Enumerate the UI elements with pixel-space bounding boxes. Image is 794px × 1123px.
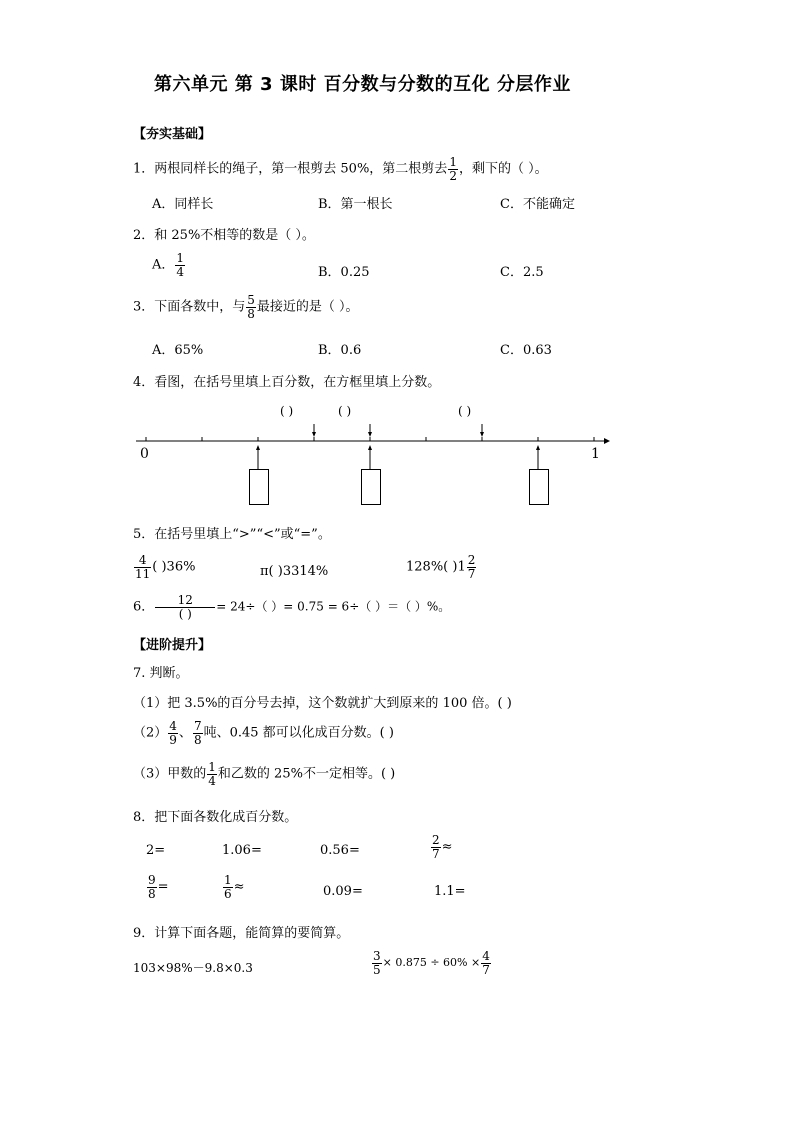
q7-statement-2: （2） $\frac{4}{9}$ 、 $\frac{7}{8}$ 吨、0.45 都可以化成百分数。( ) xyxy=(133,719,394,747)
answer-box-1[interactable] xyxy=(249,469,269,505)
down-arrows xyxy=(314,424,482,435)
q9-expression-1: 103×98%－9.8×0.3 xyxy=(133,961,253,975)
q8-item-7: 0.09= xyxy=(323,884,363,899)
question-8-stem: 8．把下面各数化成百分数。 xyxy=(133,810,298,825)
section-heading-advanced: 【进阶提升】 xyxy=(133,638,212,653)
q8-item-5: $\frac{9}{8}$ = xyxy=(148,873,169,901)
q3-option-a: A．65% xyxy=(152,343,204,358)
question-6: 6． $\frac{12}{( )}$ = 24÷（ ）= 0.75 = 6÷（ ）＝（ ）%。 xyxy=(133,593,451,621)
q8-item-2: 1.06= xyxy=(222,843,262,858)
number-line-label-0: 0 xyxy=(140,446,149,462)
page-title: 第六单元 第 3 课时 百分数与分数的互化 分层作业 xyxy=(154,74,571,95)
q4-paren-1: ( ) xyxy=(280,404,294,418)
question-7-stem: 7. 判断。 xyxy=(133,666,189,681)
number-line-label-1: 1 xyxy=(591,446,600,462)
q8-item-1: 2= xyxy=(146,843,166,858)
q9-expression-2: $\frac{3}{5}$ × 0.875 ÷ 60% × $\frac{4}{7}$ xyxy=(373,949,490,977)
q8-item-8: 1.1= xyxy=(434,884,466,899)
q1-option-c: C．不能确定 xyxy=(500,197,575,212)
q7-statement-3: （3）甲数的 $\frac{1}{4}$ 和乙数的 25%不一定相等。( ) xyxy=(133,760,396,788)
question-9-stem: 9．计算下面各题，能简算的要简算。 xyxy=(133,926,350,941)
q2-option-c: C．2.5 xyxy=(500,265,544,280)
q5-item-2: π( )3314% xyxy=(260,564,329,579)
number-line-ticks xyxy=(146,437,594,441)
q8-item-6: $\frac{1}{6}$ ≈ xyxy=(224,873,245,901)
q2-option-a: A． $\frac{1}{4}$ xyxy=(152,251,185,279)
q8-item-4: $\frac{2}{7}$ ≈ xyxy=(432,833,453,861)
q1-stem-b: ，剩下的（ ）。 xyxy=(458,161,548,177)
answer-box-3[interactable] xyxy=(529,469,549,505)
up-arrows xyxy=(258,447,538,469)
question-4-stem: 4．看图，在括号里填上百分数，在方框里填上分数。 xyxy=(133,375,441,390)
q7-statement-1: （1）把 3.5%的百分号去掉，这个数就扩大到原来的 100 倍。( ) xyxy=(133,696,512,711)
q5-item-1: $\frac{4}{11}$ ( )36% xyxy=(135,553,196,581)
q1-fraction: $\frac{1}{2}$ xyxy=(449,155,457,183)
q4-paren-3: ( ) xyxy=(458,404,472,418)
question-5-stem: 5．在括号里填上“>”“<”或“=”。 xyxy=(133,527,331,542)
answer-box-2[interactable] xyxy=(361,469,381,505)
q3-option-c: C．0.63 xyxy=(500,343,552,358)
section-heading-basic: 【夯实基础】 xyxy=(133,127,212,142)
question-3-stem: 3．下面各数中，与 $\frac{5}{8}$ 最接近的是（ ）。 xyxy=(133,293,359,321)
number-line-arrowhead xyxy=(604,438,610,444)
q1-option-a: A．同样长 xyxy=(152,197,214,212)
q4-paren-2: ( ) xyxy=(338,404,352,418)
q8-item-3: 0.56= xyxy=(320,843,360,858)
q2-option-b: B．0.25 xyxy=(318,265,370,280)
question-2-stem: 2．和 25%不相等的数是（ ）。 xyxy=(133,228,315,243)
q5-item-3: 128%( )1 $\frac{2}{7}$ xyxy=(406,553,476,581)
q3-option-b: B．0.6 xyxy=(318,343,362,358)
q1-stem-a: 1．两根同样长的绳子，第一根剪去 50%，第二根剪去 xyxy=(133,161,448,177)
q1-option-b: B．第一根长 xyxy=(318,197,393,212)
